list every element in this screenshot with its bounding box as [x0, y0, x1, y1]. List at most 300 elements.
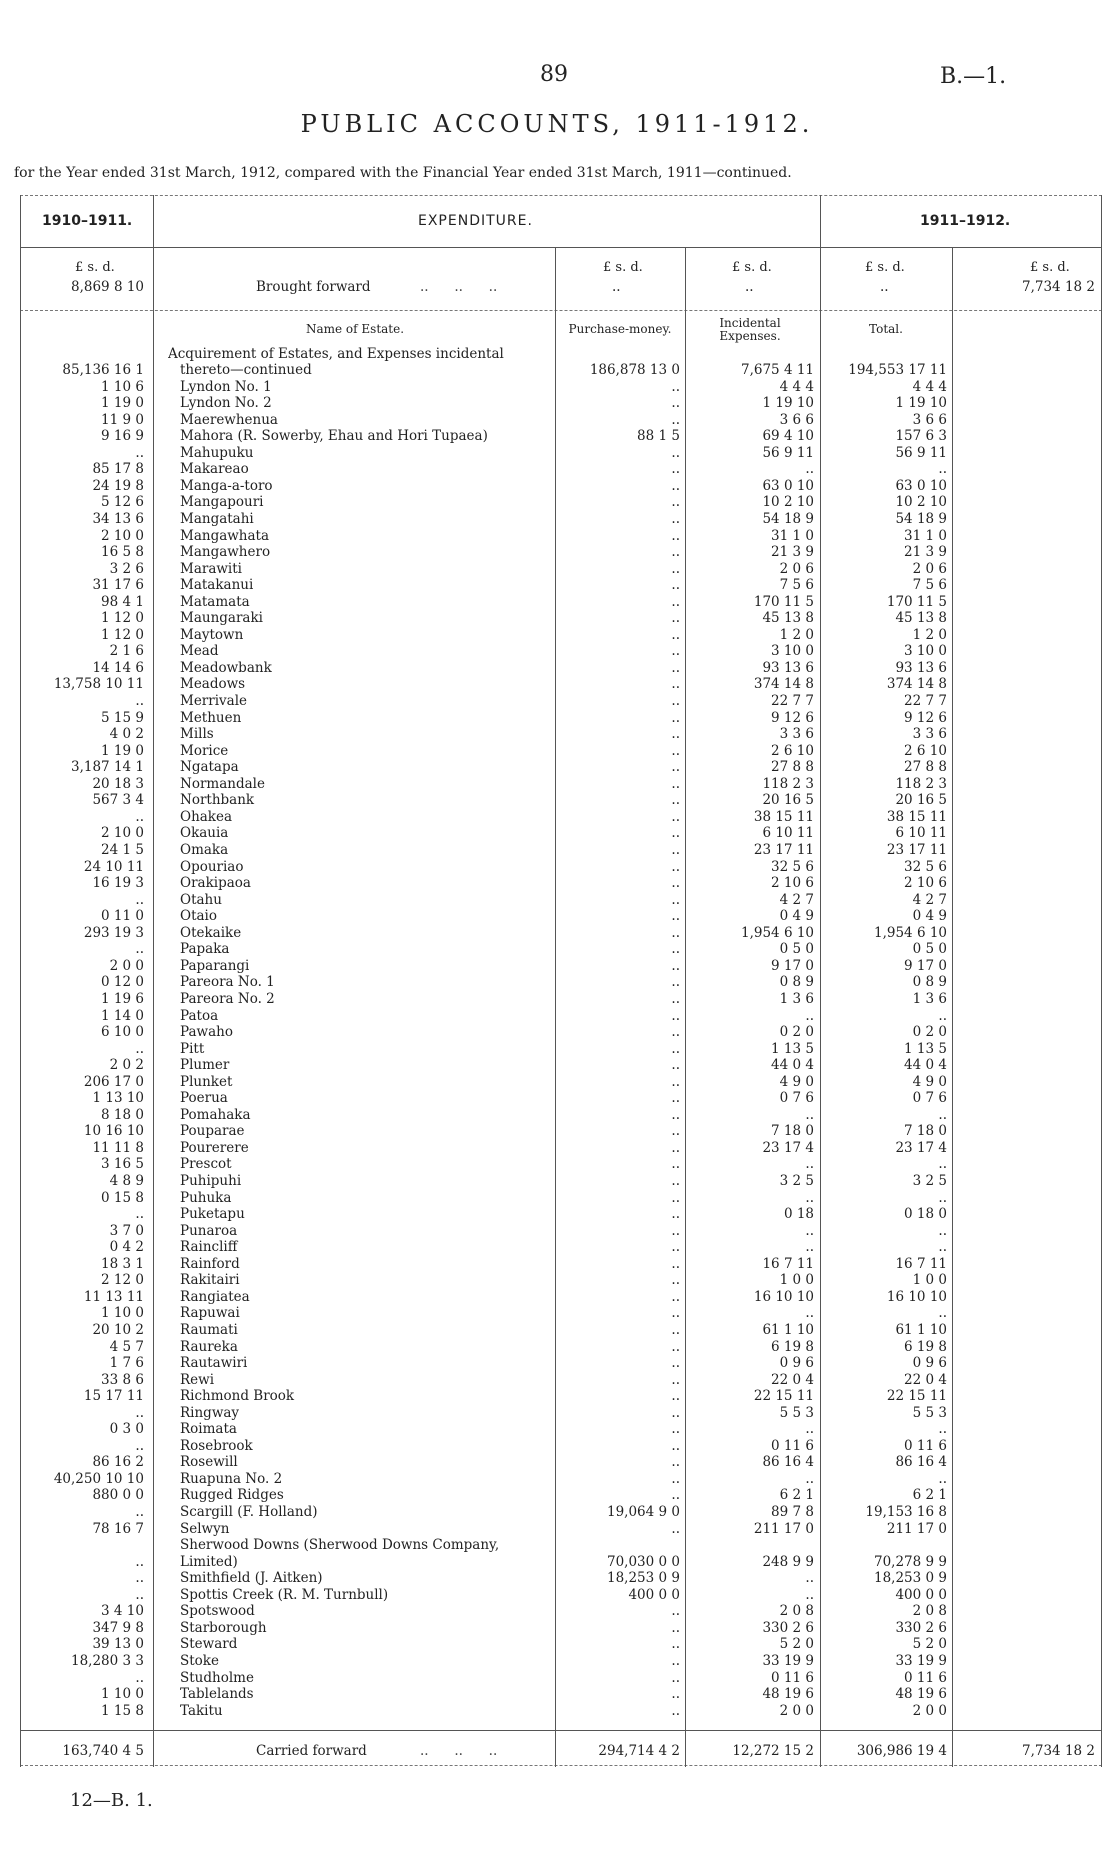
row-purchase-money: 18,253 0 9	[607, 1570, 680, 1587]
row-purchase-money: 88 1 5	[637, 428, 680, 445]
row-incidental: 89 7 8	[771, 1504, 814, 1520]
carried-forward-prev: 163,740 4 5	[62, 1743, 144, 1759]
row-total: 6 2 1	[912, 1487, 947, 1504]
row-total: 1 2 0	[912, 626, 947, 643]
row-purchase-money: ..	[671, 1338, 680, 1355]
row-prev-year: 2 0 2	[109, 1057, 144, 1074]
row-purchase-money: ..	[671, 1520, 680, 1537]
brought-forward-prev: 8,869 8 10	[71, 279, 144, 295]
row-total: 48 19 6	[895, 1686, 947, 1702]
row-estate-name: Makareao	[180, 461, 249, 478]
carried-forward-year: 7,734 18 2	[1022, 1743, 1095, 1759]
table-top-rule	[20, 195, 1102, 196]
row-estate-name: Northbank	[180, 792, 255, 809]
carried-forward-incidental: 12,272 15 2	[732, 1743, 814, 1759]
unit-purchase: £ s. d.	[603, 260, 643, 275]
section-title: Acquirement of Estates, and Expenses incidental	[168, 346, 504, 362]
row-purchase-money: ..	[671, 444, 680, 461]
table-bottom-rule	[20, 1765, 1102, 1766]
row-purchase-money: ..	[671, 610, 680, 627]
row-total: 400 0 0	[895, 1586, 947, 1603]
unit-prev: £ s. d.	[75, 260, 115, 275]
row-estate-name: Steward	[180, 1636, 238, 1653]
row-incidental: 61 1 10	[762, 1321, 814, 1338]
row-incidental: 330 2 6	[762, 1619, 814, 1636]
row-purchase-money: ..	[671, 1288, 680, 1305]
row-estate-name: Otahu	[180, 891, 222, 908]
row-purchase-money: ..	[671, 1619, 680, 1636]
row-prev-year: 24 1 5	[101, 842, 144, 858]
row-incidental: 16 10 10	[753, 1288, 814, 1305]
row-prev-year: ..	[135, 808, 144, 825]
row-purchase-money: ..	[671, 395, 680, 412]
row-estate-name: Puhuka	[180, 1189, 232, 1206]
row-prev-year: 78 16 7	[92, 1520, 144, 1537]
row-incidental: 1 13 5	[771, 1040, 814, 1057]
row-total: 70,278 9 9	[874, 1553, 947, 1570]
header-1910-1911: 1910–1911.	[42, 213, 133, 229]
row-prev-year: 1 10 6	[101, 378, 144, 395]
row-purchase-money: ..	[671, 1173, 680, 1189]
row-prev-year: 86 16 2	[92, 1454, 144, 1471]
row-estate-name: Pomahaka	[180, 1106, 251, 1123]
row-incidental: 248 9 9	[762, 1553, 814, 1570]
row-total: 32 5 6	[904, 858, 947, 875]
row-total: 0 2 0	[912, 1024, 947, 1040]
row-purchase-money: ..	[671, 1355, 680, 1371]
row-estate-name: Papaka	[180, 941, 230, 958]
row-total: 0 7 6	[912, 1090, 947, 1107]
row-incidental: 10 2 10	[762, 494, 814, 511]
row-incidental: 2 0 0	[779, 1702, 814, 1719]
row-estate-name: Otekaike	[180, 924, 242, 941]
row-incidental: 54 18 9	[762, 511, 814, 527]
row-total: 157 6 3	[895, 428, 947, 445]
row-prev-year: ..	[135, 941, 144, 958]
row-total: 1 3 6	[912, 990, 947, 1007]
row-prev-year: 85,136 16 1	[62, 362, 144, 378]
row-prev-year: 1 10 0	[101, 1305, 144, 1322]
row-prev-year: 24 19 8	[92, 477, 144, 494]
row-purchase-money: ..	[671, 875, 680, 892]
row-prev-year: 2 10 0	[101, 527, 144, 544]
row-prev-year: 2 12 0	[101, 1272, 144, 1289]
row-total: 23 17 11	[886, 842, 947, 858]
row-purchase-money: ..	[671, 1470, 680, 1487]
row-total: 3 6 6	[912, 411, 947, 428]
row-estate-name: Rakitairi	[180, 1272, 240, 1289]
row-incidental: ..	[805, 1239, 814, 1256]
row-purchase-money: ..	[671, 792, 680, 809]
row-purchase-money: ..	[671, 908, 680, 925]
row-estate-name: Roimata	[180, 1421, 237, 1438]
row-purchase-money: 400 0 0	[628, 1586, 680, 1603]
row-estate-name: Poerua	[180, 1090, 228, 1107]
row-estate-name: Rainford	[180, 1255, 240, 1272]
row-purchase-money: ..	[671, 626, 680, 643]
row-prev-year: 33 8 6	[101, 1371, 144, 1388]
row-total: 9 12 6	[904, 709, 947, 726]
row-prev-year: 11 9 0	[101, 411, 144, 428]
row-purchase-money: ..	[671, 1454, 680, 1471]
row-incidental: 38 15 11	[753, 808, 814, 825]
carried-forward-purchase: 294,714 4 2	[598, 1743, 680, 1759]
row-estate-name: Morice	[180, 742, 229, 759]
row-prev-year: 1 10 0	[101, 1686, 144, 1702]
row-total: 1,954 6 10	[874, 924, 947, 941]
row-prev-year: 880 0 0	[92, 1487, 144, 1504]
row-incidental: ..	[805, 1421, 814, 1438]
row-prev-year: 3 4 10	[101, 1603, 144, 1620]
row-estate-name: Mahora (R. Sowerby, Ehau and Hori Tupaea)	[180, 428, 488, 445]
row-prev-year: 15 17 11	[83, 1388, 144, 1405]
row-total: 56 9 11	[895, 444, 947, 461]
row-total: 38 15 11	[886, 808, 947, 825]
row-total: 2 6 10	[904, 742, 947, 759]
row-prev-year: ..	[135, 1570, 144, 1587]
row-prev-year: 1 19 6	[101, 990, 144, 1007]
row-estate-name: Raincliff	[180, 1239, 238, 1256]
row-estate-name: Matakanui	[180, 577, 254, 594]
row-prev-year: ..	[135, 1404, 144, 1421]
row-estate-name: Richmond Brook	[180, 1388, 295, 1405]
row-prev-year: 206 17 0	[83, 1073, 144, 1090]
row-prev-year: 5 15 9	[101, 709, 144, 726]
row-total: 22 15 11	[886, 1388, 947, 1405]
row-purchase-money: ..	[671, 527, 680, 544]
row-total: 4 9 0	[912, 1073, 947, 1090]
row-estate-name: Spottis Creek (R. M. Turnbull)	[180, 1586, 389, 1603]
brought-forward-year: 7,734 18 2	[1022, 279, 1095, 295]
row-incidental: 0 4 9	[779, 908, 814, 925]
row-estate-name: Orakipaoa	[180, 875, 251, 892]
row-prev-year: 98 4 1	[101, 593, 144, 610]
header-name-of-estate: Name of Estate.	[305, 322, 405, 336]
row-purchase-money: ..	[671, 1255, 680, 1272]
row-total: ..	[938, 1106, 947, 1123]
row-estate-name: Pouparae	[180, 1123, 245, 1140]
row-incidental: 23 17 4	[762, 1139, 814, 1156]
row-prev-year: 293 19 3	[83, 924, 144, 941]
row-incidental: ..	[805, 1470, 814, 1487]
row-total: ..	[938, 1421, 947, 1438]
row-incidental: 2 0 8	[779, 1603, 814, 1620]
row-purchase-money: ..	[671, 941, 680, 958]
row-total: 20 16 5	[895, 792, 947, 809]
row-purchase-money: ..	[671, 411, 680, 428]
row-incidental: 170 11 5	[753, 593, 814, 610]
row-total: 2 0 8	[912, 1603, 947, 1620]
row-incidental: 20 16 5	[762, 792, 814, 809]
row-purchase-money: ..	[671, 477, 680, 494]
table-right-border	[1101, 195, 1102, 1767]
brought-forward-rule	[20, 310, 1102, 311]
row-total: ..	[938, 1305, 947, 1322]
row-estate-name: Prescot	[180, 1156, 232, 1173]
row-purchase-money: ..	[671, 676, 680, 693]
row-incidental: 4 4 4	[779, 378, 814, 395]
row-prev-year: 5 12 6	[101, 494, 144, 511]
row-estate-name: Tablelands	[180, 1686, 254, 1702]
row-incidental: 0 11 6	[771, 1437, 814, 1454]
row-purchase-money: ..	[671, 1189, 680, 1206]
row-purchase-money: ..	[671, 825, 680, 842]
row-estate-name: Mahupuku	[180, 444, 254, 461]
row-estate-name: Ringway	[180, 1404, 240, 1421]
row-estate-name: Pitt	[180, 1040, 205, 1057]
row-prev-year: ..	[135, 693, 144, 709]
row-purchase-money: ..	[671, 560, 680, 577]
row-estate-name: Mangawhata	[180, 527, 270, 544]
row-purchase-money: ..	[671, 1090, 680, 1107]
unit-incidental: £ s. d.	[732, 260, 772, 275]
row-purchase-money: ..	[671, 808, 680, 825]
row-estate-name: Mills	[180, 726, 214, 743]
row-incidental: 21 3 9	[771, 544, 814, 561]
row-estate-name: Takitu	[180, 1702, 223, 1719]
row-purchase-money: ..	[671, 1156, 680, 1173]
row-purchase-money: ..	[671, 957, 680, 974]
row-purchase-money: ..	[671, 1371, 680, 1388]
row-incidental: 31 1 0	[771, 527, 814, 544]
row-prev-year: 16 5 8	[101, 544, 144, 561]
row-purchase-money: ..	[671, 1123, 680, 1140]
row-total: 93 13 6	[895, 659, 947, 676]
row-purchase-money: ..	[671, 1057, 680, 1074]
row-purchase-money: ..	[671, 742, 680, 759]
document-reference: B.—1.	[940, 64, 1007, 89]
row-incidental: 22 0 4	[771, 1371, 814, 1388]
row-estate-name: Lyndon No. 1	[180, 378, 272, 395]
row-total: 86 16 4	[895, 1454, 947, 1471]
row-prev-year: 1 13 10	[92, 1090, 144, 1107]
row-prev-year: 20 10 2	[92, 1321, 144, 1338]
row-incidental: 6 10 11	[762, 825, 814, 842]
carried-forward-label: Carried forward	[256, 1743, 367, 1759]
row-purchase-money: ..	[671, 1404, 680, 1421]
brought-forward-label: Brought forward	[256, 279, 371, 295]
row-total: ..	[938, 1156, 947, 1173]
row-incidental: 93 13 6	[762, 659, 814, 676]
row-estate-name: Matamata	[180, 593, 250, 610]
row-prev-year: 0 12 0	[101, 974, 144, 991]
row-incidental: 9 12 6	[771, 709, 814, 726]
row-purchase-money: ..	[671, 974, 680, 991]
row-prev-year: 3,187 14 1	[71, 759, 144, 776]
row-total: 16 10 10	[886, 1288, 947, 1305]
row-prev-year: 39 13 0	[92, 1636, 144, 1653]
row-total: 6 10 11	[895, 825, 947, 842]
row-total: 6 19 8	[904, 1338, 947, 1355]
page-number: 89	[540, 62, 568, 87]
row-incidental: 22 7 7	[771, 693, 814, 709]
row-total: 18,253 0 9	[874, 1570, 947, 1587]
row-total: 3 3 6	[912, 726, 947, 743]
row-prev-year: 347 9 8	[92, 1619, 144, 1636]
row-prev-year: 1 14 0	[101, 1007, 144, 1024]
row-purchase-money: ..	[671, 1040, 680, 1057]
row-prev-year: ..	[135, 1669, 144, 1686]
row-total: 22 7 7	[904, 693, 947, 709]
row-estate-name: Maytown	[180, 626, 244, 643]
row-incidental: 4 9 0	[779, 1073, 814, 1090]
row-total: 211 17 0	[886, 1520, 947, 1537]
row-incidental: ..	[805, 1570, 814, 1587]
row-incidental: 9 17 0	[771, 957, 814, 974]
row-purchase-money: 186,878 13 0	[589, 362, 680, 378]
header-purchase-money: Purchase-money.	[568, 322, 672, 336]
row-estate-name: Ohakea	[180, 808, 233, 825]
col-divider-1911	[153, 195, 154, 1767]
row-total: 45 13 8	[895, 610, 947, 627]
row-purchase-money: ..	[671, 1421, 680, 1438]
row-incidental: 118 2 3	[762, 775, 814, 792]
row-incidental: 45 13 8	[762, 610, 814, 627]
row-incidental: 56 9 11	[762, 444, 814, 461]
row-total: 170 11 5	[886, 593, 947, 610]
row-prev-year: 11 11 8	[92, 1139, 144, 1156]
row-total: 0 11 6	[904, 1669, 947, 1686]
row-purchase-money: 19,064 9 0	[607, 1504, 680, 1520]
row-incidental: ..	[805, 1106, 814, 1123]
row-estate-name: Puketapu	[180, 1206, 245, 1223]
row-incidental: 69 4 10	[762, 428, 814, 445]
expenditure-table	[20, 195, 1102, 1767]
row-estate-name: Pawaho	[180, 1024, 233, 1040]
row-purchase-money: ..	[671, 1073, 680, 1090]
header-expenditure: EXPENDITURE.	[418, 213, 533, 229]
row-total: ..	[938, 461, 947, 478]
row-prev-year: 13,758 10 11	[53, 676, 144, 693]
row-prev-year: ..	[135, 1206, 144, 1223]
row-total: 3 2 5	[912, 1173, 947, 1189]
row-purchase-money: ..	[671, 1437, 680, 1454]
row-purchase-money: ..	[671, 511, 680, 527]
row-incidental: ..	[805, 1007, 814, 1024]
row-incidental: 16 7 11	[762, 1255, 814, 1272]
row-total: 2 10 6	[904, 875, 947, 892]
row-total: 1 19 10	[895, 395, 947, 412]
row-prev-year: ..	[135, 1040, 144, 1057]
row-total: 4 2 7	[912, 891, 947, 908]
row-estate-name: Selwyn	[180, 1520, 230, 1537]
row-purchase-money: ..	[671, 494, 680, 511]
row-incidental: ..	[805, 1156, 814, 1173]
row-estate-name: Stoke	[180, 1652, 219, 1669]
row-purchase-money: ..	[671, 659, 680, 676]
brought-forward-purchase: ..	[612, 279, 621, 295]
row-purchase-money: ..	[671, 1305, 680, 1322]
row-total: 1 0 0	[912, 1272, 947, 1289]
row-total: 0 8 9	[912, 974, 947, 991]
row-prev-year: 18 3 1	[101, 1255, 144, 1272]
row-purchase-money: ..	[671, 1222, 680, 1239]
row-prev-year: 1 19 0	[101, 742, 144, 759]
row-incidental: 5 2 0	[779, 1636, 814, 1653]
row-incidental: 44 0 4	[771, 1057, 814, 1074]
row-prev-year: 1 12 0	[101, 610, 144, 627]
row-purchase-money: ..	[671, 1652, 680, 1669]
row-purchase-money: ..	[671, 1686, 680, 1702]
row-incidental: 3 2 5	[779, 1173, 814, 1189]
row-prev-year: 0 4 2	[109, 1239, 144, 1256]
row-incidental: 86 16 4	[762, 1454, 814, 1471]
row-purchase-money: ..	[671, 858, 680, 875]
header-incidental-expenses: Incidental Expenses.	[719, 316, 781, 343]
row-purchase-money: ..	[671, 1239, 680, 1256]
row-incidental: 0 9 6	[779, 1355, 814, 1371]
row-purchase-money: ..	[671, 1487, 680, 1504]
row-estate-name: Marawiti	[180, 560, 242, 577]
row-estate-name: thereto—continued	[180, 362, 312, 378]
row-incidental: 3 10 0	[771, 643, 814, 660]
carried-forward-rule	[20, 1730, 1102, 1731]
brought-forward-leaders: .. .. ..	[420, 279, 498, 295]
row-prev-year: 1 19 0	[101, 395, 144, 412]
row-total: 61 1 10	[895, 1321, 947, 1338]
row-estate-name: Raureka	[180, 1338, 238, 1355]
row-estate-name: Mead	[180, 643, 219, 660]
row-incidental: 4 2 7	[779, 891, 814, 908]
row-prev-year: 0 3 0	[109, 1421, 144, 1438]
row-estate-name: Smithfield (J. Aitken)	[180, 1570, 323, 1587]
row-estate-name: Rugged Ridges	[180, 1487, 284, 1504]
row-purchase-money: ..	[671, 759, 680, 776]
row-total: 194,553 17 11	[848, 362, 947, 378]
row-prev-year: 0 11 0	[101, 908, 144, 925]
row-incidental: 0 8 9	[779, 974, 814, 991]
row-incidental: 1 19 10	[762, 395, 814, 412]
row-incidental: 7,675 4 11	[741, 362, 814, 378]
row-total: 21 3 9	[904, 544, 947, 561]
row-prev-year: ..	[135, 1437, 144, 1454]
row-total: 0 5 0	[912, 941, 947, 958]
row-incidental: 211 17 0	[753, 1520, 814, 1537]
row-incidental: 1 3 6	[779, 990, 814, 1007]
row-estate-name: Meadowbank	[180, 659, 272, 676]
row-total: 31 1 0	[904, 527, 947, 544]
row-prev-year: 16 19 3	[92, 875, 144, 892]
carried-forward-total: 306,986 19 4	[856, 1743, 947, 1759]
row-total: 5 2 0	[912, 1636, 947, 1653]
row-total: ..	[938, 1222, 947, 1239]
carried-forward-leaders: .. .. ..	[420, 1743, 498, 1759]
row-incidental: 23 17 11	[753, 842, 814, 858]
row-incidental: ..	[805, 461, 814, 478]
row-total: 27 8 8	[904, 759, 947, 776]
row-incidental: 6 2 1	[779, 1487, 814, 1504]
row-incidental: 63 0 10	[762, 477, 814, 494]
row-prev-year: 2 1 6	[109, 643, 144, 660]
row-total: ..	[938, 1470, 947, 1487]
row-purchase-money: ..	[671, 593, 680, 610]
row-prev-year: 24 10 11	[83, 858, 144, 875]
row-incidental: 1,954 6 10	[741, 924, 814, 941]
row-incidental: 3 3 6	[779, 726, 814, 743]
row-prev-year: 18,280 3 3	[71, 1652, 144, 1669]
row-total: 1 13 5	[904, 1040, 947, 1057]
row-incidental: 374 14 8	[753, 676, 814, 693]
row-estate-name: Rosebrook	[180, 1437, 253, 1454]
row-total: 2 0 6	[912, 560, 947, 577]
row-estate-name: Rangiatea	[180, 1288, 250, 1305]
row-estate-name: Spotswood	[180, 1603, 255, 1620]
row-estate-name: Normandale	[180, 775, 265, 792]
row-incidental: 32 5 6	[771, 858, 814, 875]
row-incidental: 2 10 6	[771, 875, 814, 892]
row-estate-name: Manga-a-toro	[180, 477, 273, 494]
row-purchase-money: ..	[671, 1206, 680, 1223]
